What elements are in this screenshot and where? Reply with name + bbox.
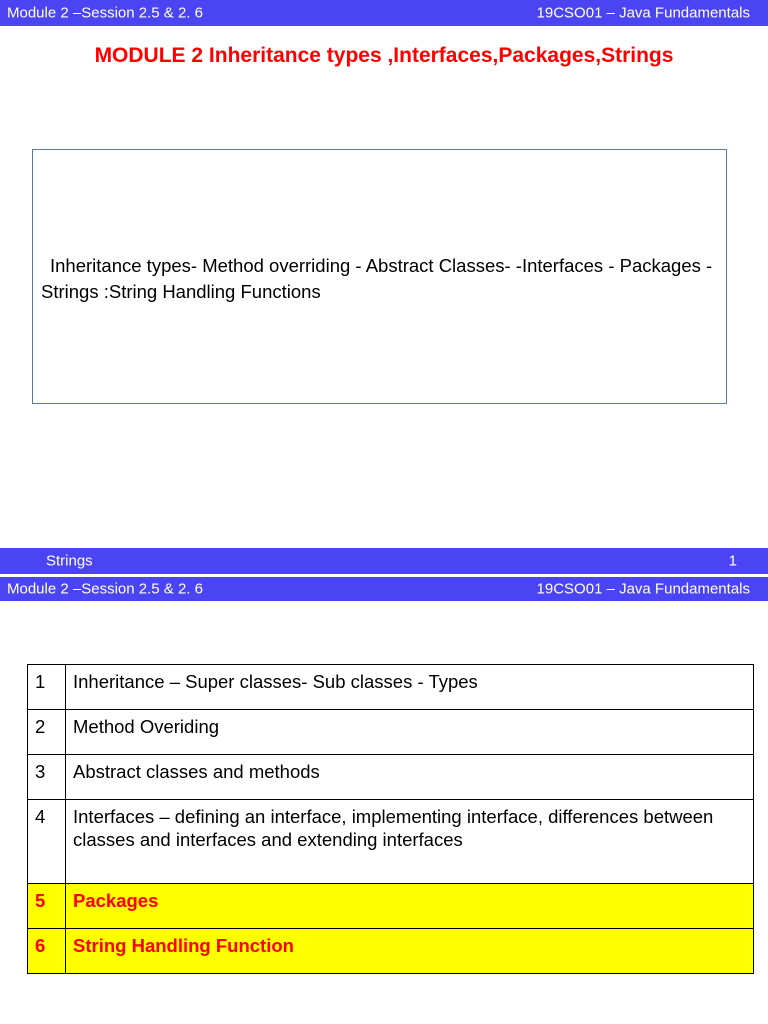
row-number: 3: [28, 755, 66, 800]
row-number: 5: [28, 884, 66, 929]
row-number: 4: [28, 800, 66, 884]
table-row: [28, 755, 754, 800]
row-number: 1: [28, 665, 66, 710]
table-row: [28, 800, 754, 884]
row-text: Interfaces – defining an interface, implementing interface, differences between classes and interfaces and extending interfaces: [66, 800, 754, 884]
slide2-header-bar: [0, 577, 768, 601]
session-table: [27, 664, 754, 974]
topics-text: Inheritance types- Method overriding - Abstract Classes- -Interfaces - Packages - Strings :String Handling Functions: [41, 255, 713, 302]
slide2-header-course: 19CSO01 – Java Fundamentals: [536, 580, 750, 598]
row-text: Method Overiding: [66, 710, 754, 755]
slide1-footer-topic: Strings: [46, 552, 93, 570]
slide1-title: MODULE 2 Inheritance types ,Interfaces,Packages,Strings: [94, 44, 674, 67]
slide2-header-module: Module 2 –Session 2.5 & 2. 6: [7, 580, 203, 598]
slide1-header-bar: [0, 0, 768, 26]
slide1-header-module: Module 2 –Session 2.5 & 2. 6: [7, 4, 203, 22]
slide1-header-course: 19CSO01 – Java Fundamentals: [536, 4, 750, 22]
table-row-highlighted: [28, 929, 754, 974]
table-row-highlighted: [28, 884, 754, 929]
row-number: 2: [28, 710, 66, 755]
slide1-page-number: 1: [728, 552, 737, 570]
row-text: Inheritance – Super classes- Sub classes - Types: [66, 665, 754, 710]
slide1-footer-bar: [0, 548, 768, 574]
row-text: Packages: [66, 884, 754, 929]
table-row: [28, 665, 754, 710]
topics-box: [32, 149, 727, 404]
row-text: String Handling Function: [66, 929, 754, 974]
row-number: 6: [28, 929, 66, 974]
row-text: Abstract classes and methods: [66, 755, 754, 800]
table-row: [28, 710, 754, 755]
